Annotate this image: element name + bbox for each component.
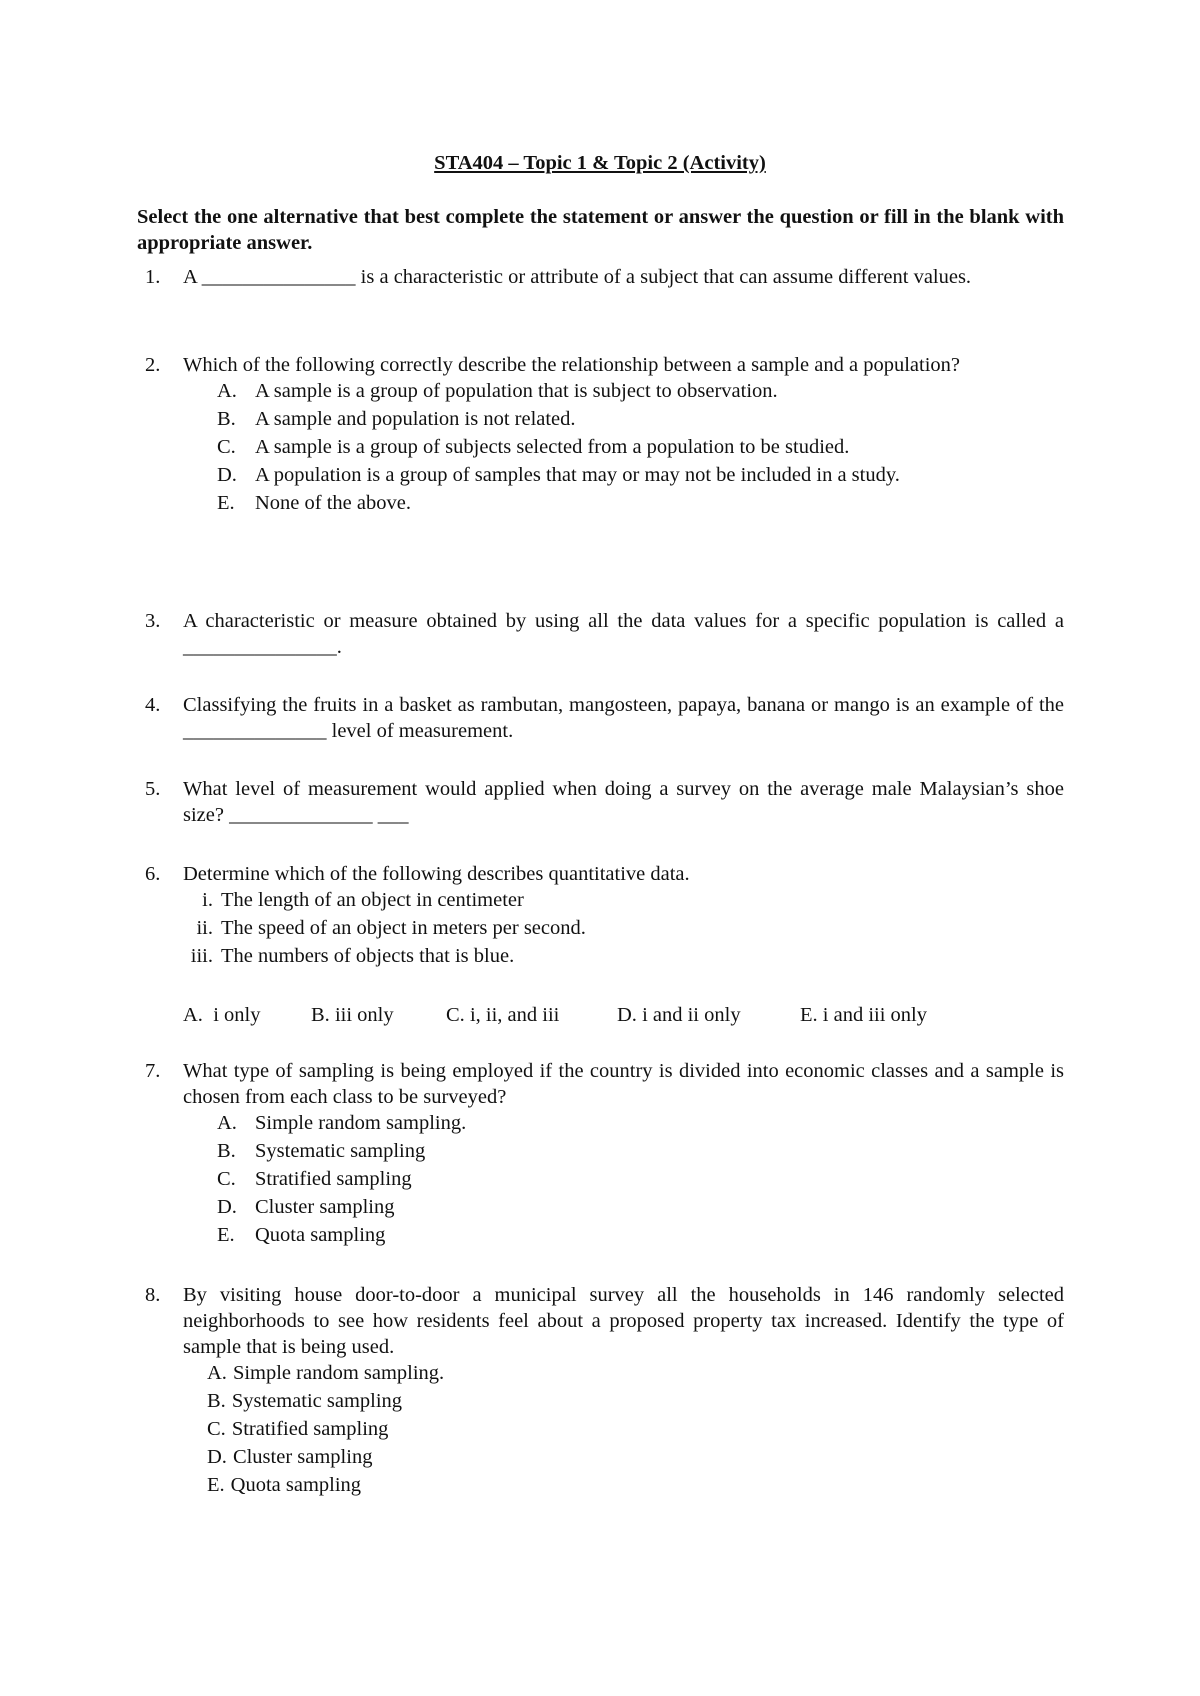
choice-text: i and iii only	[822, 1004, 927, 1026]
option-text: Systematic sampling	[231, 1390, 403, 1412]
option-text: None of the above.	[255, 492, 411, 514]
option-text: Stratified sampling	[255, 1168, 412, 1190]
question-text: By visiting house door-to-door a municipal survey all the households in 146 randomly selected neighborhoods to see how residents feel about a proposed property tax increased. Identify the type of sample that is being used.	[183, 1284, 1064, 1358]
statement-i	[183, 887, 1064, 915]
options-list	[207, 1360, 1064, 1500]
option-d	[207, 1444, 1064, 1472]
question-2	[137, 352, 1064, 518]
page-title: STA404 – Topic 1 & Topic 2 (Activity)	[434, 152, 766, 174]
option-label: D.	[207, 1446, 227, 1468]
option-label: D.	[217, 1196, 237, 1218]
question-number: 5.	[145, 778, 161, 800]
question-text: What level of measurement would applied when doing a survey on the average male Malaysian’s shoe size? ______________ ___	[183, 778, 1064, 826]
statement-label: iii.	[190, 945, 213, 967]
choice-label: A.	[183, 1004, 203, 1026]
option-label: D.	[217, 464, 237, 486]
options-list	[217, 378, 1064, 518]
question-text: What type of sampling is being employed if the country is divided into economic classes and a sample is chosen from each class to be surveyed?	[183, 1060, 1064, 1108]
choice-text: i only	[213, 1004, 261, 1026]
option-b	[217, 1138, 1064, 1166]
choice-text: i, ii, and iii	[469, 1004, 560, 1026]
question-text: Classifying the fruits in a basket as rambutan, mangosteen, papaya, banana or mango is an example of the ______________ level of measurement.	[183, 694, 1064, 742]
statement-ii	[183, 915, 1064, 943]
statement-label: i.	[202, 889, 213, 911]
question-5	[137, 776, 1064, 828]
option-label: C.	[217, 436, 236, 458]
option-text: Systematic sampling	[255, 1140, 426, 1162]
option-c	[207, 1416, 1064, 1444]
option-a	[217, 378, 1064, 406]
option-label: E.	[207, 1474, 225, 1496]
option-a	[207, 1360, 1064, 1388]
option-text: Quota sampling	[255, 1224, 386, 1246]
question-8	[137, 1282, 1064, 1500]
choice-label: C.	[446, 1004, 465, 1026]
question-number: 6.	[145, 863, 161, 885]
statement-label: ii.	[196, 917, 213, 939]
statement-iii	[183, 943, 1064, 971]
option-text: Cluster sampling	[232, 1446, 373, 1468]
option-text: A population is a group of samples that may or may not be included in a study.	[255, 464, 900, 486]
choice-label: E.	[800, 1004, 818, 1026]
question-4	[137, 692, 1064, 744]
option-label: C.	[207, 1418, 226, 1440]
option-label: B.	[217, 1140, 236, 1162]
question-7	[137, 1058, 1064, 1250]
question-text: Determine which of the following describes quantitative data.	[183, 863, 690, 885]
question-number: 3.	[145, 610, 161, 632]
option-text: Cluster sampling	[255, 1196, 395, 1218]
option-text: A sample is a group of population that is subject to observation.	[255, 380, 778, 402]
option-d	[217, 1194, 1064, 1222]
statements-list	[183, 887, 1064, 971]
question-1	[137, 264, 1064, 290]
option-label: A.	[217, 1112, 237, 1134]
question-number: 4.	[145, 694, 161, 716]
question-number: 1.	[145, 266, 161, 288]
question-3	[137, 608, 1064, 660]
choice-label: D.	[617, 1004, 637, 1026]
option-label: A.	[207, 1362, 227, 1384]
choice-a	[183, 1002, 311, 1028]
choice-label: B.	[311, 1004, 330, 1026]
question-number: 2.	[145, 354, 161, 376]
option-c	[217, 1166, 1064, 1194]
option-text: Simple random sampling.	[255, 1112, 467, 1134]
option-label: E.	[217, 1224, 235, 1246]
question-number: 7.	[145, 1060, 161, 1082]
option-text: A sample and population is not related.	[255, 408, 576, 430]
option-text: Simple random sampling.	[232, 1362, 445, 1384]
option-d	[217, 462, 1064, 490]
option-e	[217, 1222, 1064, 1250]
choice-text: iii only	[334, 1004, 394, 1026]
choices-row	[183, 1002, 927, 1028]
choice-c	[446, 1002, 617, 1028]
option-label: A.	[217, 380, 237, 402]
question-6	[137, 861, 1064, 971]
option-label: E.	[217, 492, 235, 514]
statement-text: The length of an object in centimeter	[221, 889, 524, 911]
option-e	[207, 1472, 1064, 1500]
option-text: A sample is a group of subjects selected from a population to be studied.	[255, 436, 850, 458]
choice-b	[311, 1002, 446, 1028]
option-text: Quota sampling	[230, 1474, 362, 1496]
option-label: C.	[217, 1168, 236, 1190]
options-list	[217, 1110, 1064, 1250]
statement-text: The numbers of objects that is blue.	[221, 945, 515, 967]
choice-d	[617, 1002, 800, 1028]
choice-e	[800, 1002, 927, 1028]
option-text: Stratified sampling	[231, 1418, 389, 1440]
question-text: Which of the following correctly describe the relationship between a sample and a population?	[183, 354, 961, 376]
option-b	[217, 406, 1064, 434]
option-c	[217, 434, 1064, 462]
question-text: A characteristic or measure obtained by using all the data values for a specific population is called a _______________.	[183, 610, 1064, 658]
instructions: Select the one alternative that best complete the statement or answer the question or fill in the blank with appropriate answer.	[137, 206, 1064, 254]
choice-text: i and ii only	[642, 1004, 741, 1026]
question-text: A _______________ is a characteristic or attribute of a subject that can assume different values.	[183, 266, 972, 288]
option-a	[217, 1110, 1064, 1138]
option-label: B.	[217, 408, 236, 430]
option-e	[217, 490, 1064, 518]
question-number: 8.	[145, 1284, 161, 1306]
option-label: B.	[207, 1390, 226, 1412]
option-b	[207, 1388, 1064, 1416]
statement-text: The speed of an object in meters per second.	[221, 917, 586, 939]
